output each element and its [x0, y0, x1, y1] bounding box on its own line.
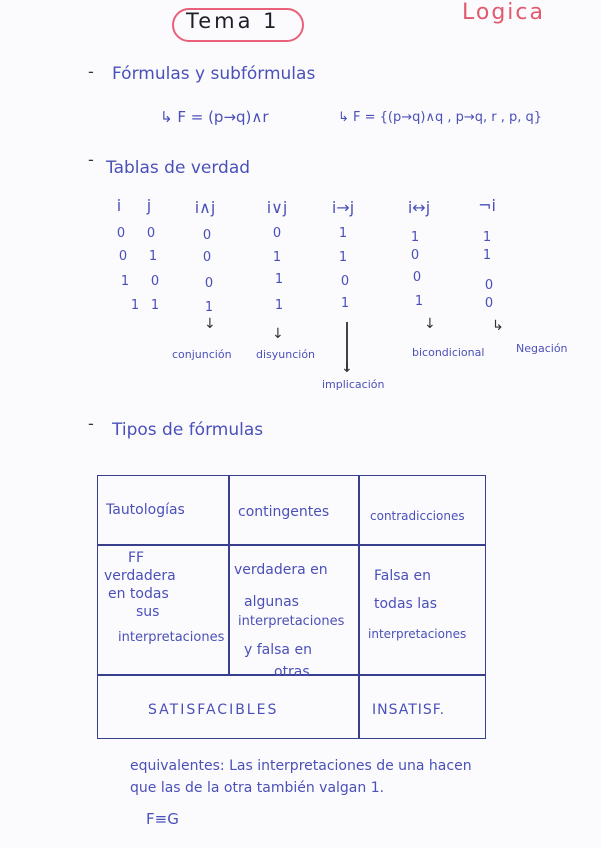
heading-formulas: Fórmulas y subfórmulas [112, 64, 316, 84]
arrow-curve-icon: ↳ [492, 318, 504, 334]
contingent-line: otras [274, 664, 310, 680]
bullet-tables: - [88, 150, 94, 169]
table-divider [358, 476, 360, 738]
contradiction-line: todas las [374, 596, 438, 612]
cell-r3-i: 1 [130, 298, 140, 313]
bullet-types: - [88, 414, 94, 433]
satisfiable-label: SATISFACIBLES [148, 702, 279, 718]
cell-r2-implies: 0 [340, 274, 350, 289]
label-implication: implicación [322, 378, 385, 391]
col-header-and: i∧j [194, 198, 216, 217]
cell-r0-or: 0 [272, 226, 282, 241]
heading-truth-tables: Tablas de verdad [106, 158, 251, 178]
cell-r3-implies: 1 [340, 296, 350, 311]
formula-f: ↳ F = (p→q)∧r [160, 108, 269, 126]
tautology-line: verdadera [104, 568, 176, 584]
cell-r2-i: 1 [120, 274, 130, 289]
cell-r3-iff: 1 [414, 294, 424, 309]
arrow-down-icon: ↓ [204, 316, 216, 332]
tautology-line: en todas [108, 586, 169, 602]
contingent-line: verdadera en [234, 562, 328, 578]
equivalence-line-1: equivalentes: Las interpretaciones de una hacen [130, 758, 472, 774]
contradiction-line: Falsa en [374, 568, 432, 584]
col-header-iff: i↔j [407, 198, 431, 217]
cell-r1-or: 1 [272, 250, 282, 265]
tautology-line: sus [136, 604, 160, 620]
header-tautologies: Tautologías [106, 502, 185, 518]
cell-r2-j: 0 [150, 274, 160, 289]
contingent-line: interpretaciones [238, 614, 345, 629]
cell-r3-j: 1 [150, 298, 160, 313]
heading-formula-types: Tipos de fórmulas [112, 420, 264, 440]
tautology-line: interpretaciones [118, 630, 225, 645]
cell-r0-implies: 1 [338, 226, 348, 241]
table-divider [228, 476, 230, 674]
cell-r2-or: 1 [274, 272, 284, 287]
cell-r1-implies: 1 [338, 250, 348, 265]
formula-subformulas: ↳ F = {(p→q)∧q , p→q, r , p, q} [338, 110, 543, 125]
col-header-or: i∨j [266, 198, 288, 217]
col-header-j: j [146, 196, 152, 215]
subject-title: Logica [462, 0, 545, 25]
equivalence-line-2: que las de la otra también valgan 1. [130, 780, 385, 796]
cell-r0-and: 0 [202, 228, 212, 243]
header-contingent: contingentes [238, 504, 330, 520]
label-biconditional: bicondicional [412, 346, 485, 359]
col-header-implies: i→j [331, 198, 355, 217]
cell-r1-j: 1 [148, 249, 158, 264]
contradiction-line: interpretaciones [368, 627, 467, 641]
page-title: Tema 1 [186, 9, 280, 33]
bullet-formulas: - [88, 62, 94, 81]
col-header-i: i [116, 196, 122, 215]
cell-r1-not: 1 [482, 248, 492, 263]
table-divider [98, 544, 485, 546]
contingent-line: y falsa en [244, 642, 312, 658]
unsatisfiable-label: INSATISF. [372, 702, 446, 718]
cell-r3-and: 1 [204, 300, 214, 315]
cell-r3-not: 0 [484, 296, 494, 311]
equivalence-notation: F≡G [146, 810, 179, 828]
arrow-down-icon: ↓ [341, 360, 353, 376]
cell-r1-and: 0 [202, 250, 212, 265]
cell-r2-iff: 0 [412, 270, 422, 285]
arrow-down-icon: ↓ [272, 326, 284, 342]
col-header-not: ¬i [478, 196, 496, 215]
cell-r1-i: 0 [118, 249, 128, 264]
cell-r2-and: 0 [204, 276, 214, 291]
label-disjunction: disyunción [256, 348, 316, 361]
cell-r0-not: 1 [482, 230, 492, 245]
tautology-line: FF [128, 550, 145, 566]
cell-r0-iff: 1 [410, 230, 420, 245]
formula-types-table [97, 475, 486, 739]
cell-r2-not: 0 [484, 278, 494, 293]
header-contradictions: contradicciones [370, 509, 465, 523]
cell-r0-j: 0 [146, 226, 156, 241]
label-conjunction: conjunción [172, 348, 232, 361]
cell-r0-i: 0 [116, 226, 126, 241]
label-negation: Negación [516, 342, 568, 355]
cell-r1-iff: 0 [410, 248, 420, 263]
contingent-line: algunas [244, 594, 299, 610]
cell-r3-or: 1 [274, 298, 284, 313]
arrow-down-icon: ↓ [424, 316, 436, 332]
